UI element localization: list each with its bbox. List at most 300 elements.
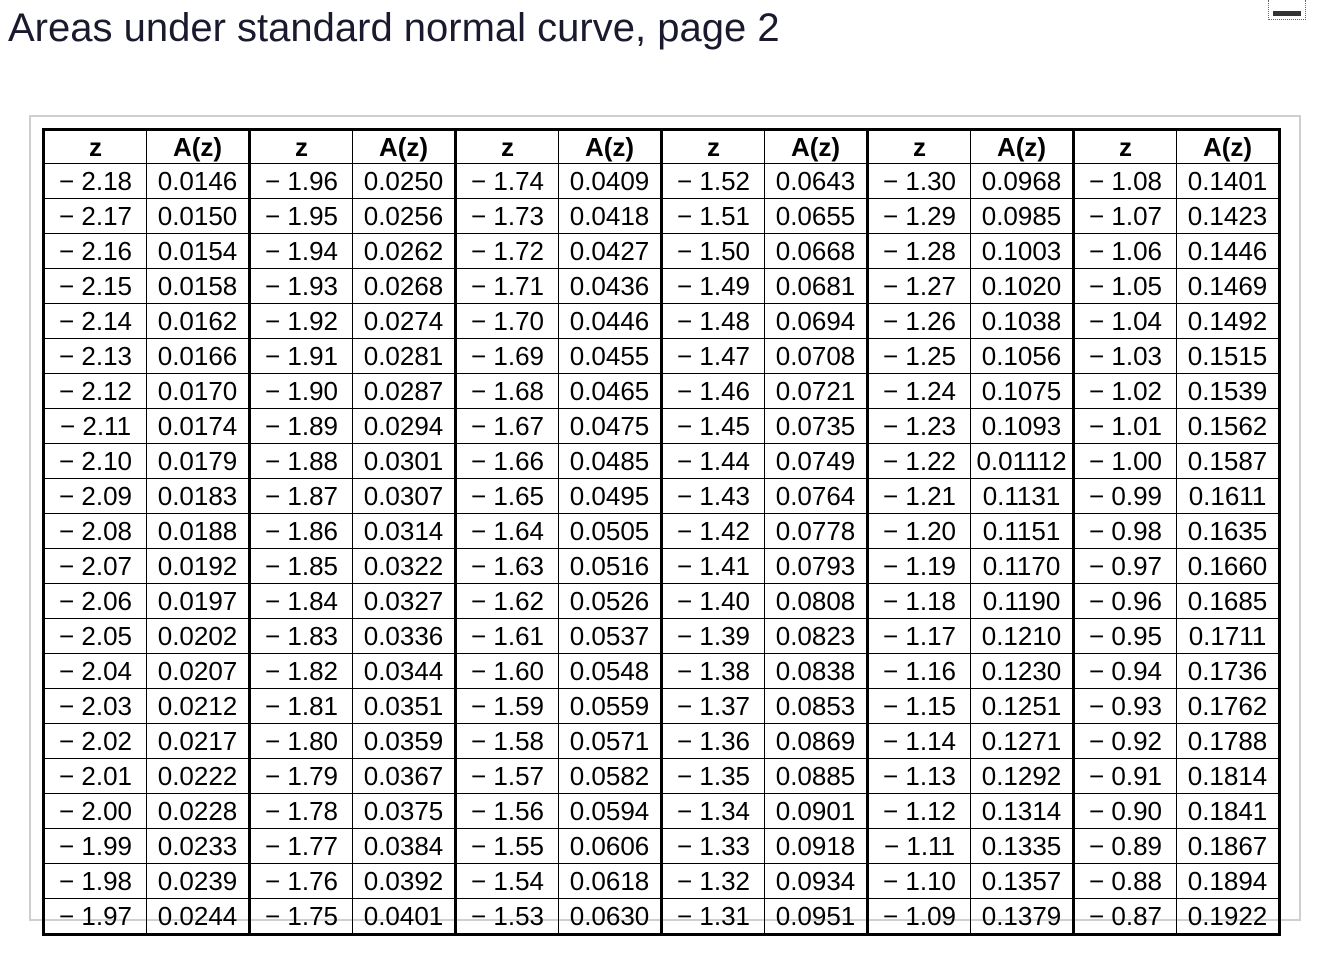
area-value-cell: 0.0537 bbox=[559, 619, 662, 654]
z-value-cell: − 1.53 bbox=[456, 899, 559, 935]
z-value-cell: − 1.41 bbox=[662, 549, 765, 584]
area-value-cell: 0.0901 bbox=[765, 794, 868, 829]
table-row bbox=[44, 549, 1280, 584]
area-value-cell: 0.1020 bbox=[971, 269, 1074, 304]
area-value-cell: 0.1170 bbox=[971, 549, 1074, 584]
table-row bbox=[44, 514, 1280, 549]
z-value-cell: − 1.52 bbox=[662, 164, 765, 199]
area-value-cell: 0.0559 bbox=[559, 689, 662, 724]
z-value-cell: − 1.28 bbox=[868, 234, 971, 269]
area-value-cell: 0.0222 bbox=[147, 759, 250, 794]
area-value-cell: 0.0778 bbox=[765, 514, 868, 549]
z-value-cell: − 1.76 bbox=[250, 864, 353, 899]
area-value-cell: 0.1922 bbox=[1177, 899, 1280, 935]
z-value-cell: − 2.02 bbox=[44, 724, 147, 759]
z-value-cell: − 0.92 bbox=[1074, 724, 1177, 759]
area-value-cell: 0.0951 bbox=[765, 899, 868, 935]
area-value-cell: 0.0475 bbox=[559, 409, 662, 444]
z-value-cell: − 1.75 bbox=[250, 899, 353, 935]
area-value-cell: 0.1335 bbox=[971, 829, 1074, 864]
z-value-cell: − 1.85 bbox=[250, 549, 353, 584]
expand-icon[interactable] bbox=[1268, 0, 1306, 20]
z-value-cell: − 1.71 bbox=[456, 269, 559, 304]
z-value-cell: − 2.07 bbox=[44, 549, 147, 584]
area-value-cell: 0.0351 bbox=[353, 689, 456, 724]
z-value-cell: − 1.07 bbox=[1074, 199, 1177, 234]
z-value-cell: − 0.91 bbox=[1074, 759, 1177, 794]
area-value-cell: 0.0409 bbox=[559, 164, 662, 199]
z-value-cell: − 1.29 bbox=[868, 199, 971, 234]
z-value-cell: − 0.93 bbox=[1074, 689, 1177, 724]
area-value-cell: 0.0630 bbox=[559, 899, 662, 935]
z-value-cell: − 0.89 bbox=[1074, 829, 1177, 864]
table-row bbox=[44, 409, 1280, 444]
z-value-cell: − 0.87 bbox=[1074, 899, 1177, 935]
area-value-cell: 0.1423 bbox=[1177, 199, 1280, 234]
table-row bbox=[44, 689, 1280, 724]
table-frame bbox=[29, 115, 1301, 931]
area-value-cell: 0.0749 bbox=[765, 444, 868, 479]
z-value-cell: − 1.36 bbox=[662, 724, 765, 759]
area-value-cell: 0.1056 bbox=[971, 339, 1074, 374]
z-value-cell: − 1.88 bbox=[250, 444, 353, 479]
z-value-cell: − 2.11 bbox=[44, 409, 147, 444]
z-value-cell: − 2.04 bbox=[44, 654, 147, 689]
z-value-cell: − 0.90 bbox=[1074, 794, 1177, 829]
area-value-cell: 0.1093 bbox=[971, 409, 1074, 444]
z-value-cell: − 1.57 bbox=[456, 759, 559, 794]
z-value-cell: − 1.84 bbox=[250, 584, 353, 619]
z-value-cell: − 1.37 bbox=[662, 689, 765, 724]
z-value-cell: − 1.30 bbox=[868, 164, 971, 199]
z-value-cell: − 1.54 bbox=[456, 864, 559, 899]
table-row bbox=[44, 269, 1280, 304]
z-value-cell: − 1.14 bbox=[868, 724, 971, 759]
area-value-cell: 0.0485 bbox=[559, 444, 662, 479]
area-value-cell: 0.1151 bbox=[971, 514, 1074, 549]
z-value-cell: − 2.12 bbox=[44, 374, 147, 409]
z-value-cell: − 2.06 bbox=[44, 584, 147, 619]
z-value-cell: − 1.74 bbox=[456, 164, 559, 199]
area-value-cell: 0.0721 bbox=[765, 374, 868, 409]
z-value-cell: − 2.10 bbox=[44, 444, 147, 479]
z-value-cell: − 0.88 bbox=[1074, 864, 1177, 899]
area-value-cell: 0.0838 bbox=[765, 654, 868, 689]
area-value-cell: 0.0322 bbox=[353, 549, 456, 584]
area-value-cell: 0.1539 bbox=[1177, 374, 1280, 409]
area-value-cell: 0.0869 bbox=[765, 724, 868, 759]
area-value-cell: 0.1711 bbox=[1177, 619, 1280, 654]
z-value-cell: − 2.09 bbox=[44, 479, 147, 514]
area-value-cell: 0.1736 bbox=[1177, 654, 1280, 689]
z-value-cell: − 2.17 bbox=[44, 199, 147, 234]
z-value-cell: − 2.05 bbox=[44, 619, 147, 654]
area-value-cell: 0.1867 bbox=[1177, 829, 1280, 864]
z-value-cell: − 1.47 bbox=[662, 339, 765, 374]
z-value-cell: − 0.98 bbox=[1074, 514, 1177, 549]
normal-curve-table bbox=[42, 128, 1281, 936]
z-value-cell: − 1.01 bbox=[1074, 409, 1177, 444]
area-value-cell: 0.0239 bbox=[147, 864, 250, 899]
z-value-cell: − 2.03 bbox=[44, 689, 147, 724]
area-value-cell: 0.1379 bbox=[971, 899, 1074, 935]
area-value-cell: 0.0183 bbox=[147, 479, 250, 514]
table-row bbox=[44, 654, 1280, 689]
z-value-cell: − 1.26 bbox=[868, 304, 971, 339]
area-value-cell: 0.0281 bbox=[353, 339, 456, 374]
table-row bbox=[44, 304, 1280, 339]
area-value-cell: 0.0392 bbox=[353, 864, 456, 899]
area-value-cell: 0.0446 bbox=[559, 304, 662, 339]
column-header-area: A(z) bbox=[559, 130, 662, 164]
z-value-cell: − 1.69 bbox=[456, 339, 559, 374]
z-value-cell: − 1.40 bbox=[662, 584, 765, 619]
area-value-cell: 0.1814 bbox=[1177, 759, 1280, 794]
area-value-cell: 0.1271 bbox=[971, 724, 1074, 759]
area-value-cell: 0.0668 bbox=[765, 234, 868, 269]
area-value-cell: 0.1038 bbox=[971, 304, 1074, 339]
area-value-cell: 0.0162 bbox=[147, 304, 250, 339]
table-header-row bbox=[44, 130, 1280, 164]
area-value-cell: 0.0401 bbox=[353, 899, 456, 935]
area-value-cell: 0.0594 bbox=[559, 794, 662, 829]
z-value-cell: − 1.09 bbox=[868, 899, 971, 935]
table-row bbox=[44, 619, 1280, 654]
area-value-cell: 0.0212 bbox=[147, 689, 250, 724]
area-value-cell: 0.0764 bbox=[765, 479, 868, 514]
z-value-cell: − 1.42 bbox=[662, 514, 765, 549]
area-value-cell: 0.0256 bbox=[353, 199, 456, 234]
column-header-area: A(z) bbox=[765, 130, 868, 164]
z-value-cell: − 1.64 bbox=[456, 514, 559, 549]
z-value-cell: − 0.95 bbox=[1074, 619, 1177, 654]
z-value-cell: − 1.91 bbox=[250, 339, 353, 374]
area-value-cell: 0.1587 bbox=[1177, 444, 1280, 479]
area-value-cell: 0.0274 bbox=[353, 304, 456, 339]
z-value-cell: − 1.38 bbox=[662, 654, 765, 689]
z-value-cell: − 1.49 bbox=[662, 269, 765, 304]
z-value-cell: − 1.13 bbox=[868, 759, 971, 794]
z-value-cell: − 1.72 bbox=[456, 234, 559, 269]
z-value-cell: − 1.97 bbox=[44, 899, 147, 935]
area-value-cell: 0.1314 bbox=[971, 794, 1074, 829]
column-header-area: A(z) bbox=[971, 130, 1074, 164]
z-value-cell: − 1.73 bbox=[456, 199, 559, 234]
z-value-cell: − 1.79 bbox=[250, 759, 353, 794]
z-value-cell: − 1.63 bbox=[456, 549, 559, 584]
z-value-cell: − 1.44 bbox=[662, 444, 765, 479]
area-value-cell: 0.0158 bbox=[147, 269, 250, 304]
area-value-cell: 0.0344 bbox=[353, 654, 456, 689]
area-value-cell: 0.0301 bbox=[353, 444, 456, 479]
z-value-cell: − 1.33 bbox=[662, 829, 765, 864]
z-value-cell: − 0.99 bbox=[1074, 479, 1177, 514]
area-value-cell: 0.1562 bbox=[1177, 409, 1280, 444]
z-value-cell: − 1.77 bbox=[250, 829, 353, 864]
z-value-cell: − 1.24 bbox=[868, 374, 971, 409]
z-value-cell: − 2.13 bbox=[44, 339, 147, 374]
area-value-cell: 0.0294 bbox=[353, 409, 456, 444]
z-value-cell: − 1.27 bbox=[868, 269, 971, 304]
area-value-cell: 0.0166 bbox=[147, 339, 250, 374]
z-value-cell: − 1.68 bbox=[456, 374, 559, 409]
area-value-cell: 0.0885 bbox=[765, 759, 868, 794]
area-value-cell: 0.0571 bbox=[559, 724, 662, 759]
z-value-cell: − 1.83 bbox=[250, 619, 353, 654]
z-value-cell: − 1.59 bbox=[456, 689, 559, 724]
z-value-cell: − 1.60 bbox=[456, 654, 559, 689]
z-value-cell: − 1.32 bbox=[662, 864, 765, 899]
z-value-cell: − 1.50 bbox=[662, 234, 765, 269]
area-value-cell: 0.0427 bbox=[559, 234, 662, 269]
area-value-cell: 0.1190 bbox=[971, 584, 1074, 619]
area-value-cell: 0.0808 bbox=[765, 584, 868, 619]
column-header-z: z bbox=[662, 130, 765, 164]
z-value-cell: − 0.97 bbox=[1074, 549, 1177, 584]
z-value-cell: − 1.80 bbox=[250, 724, 353, 759]
z-value-cell: − 1.10 bbox=[868, 864, 971, 899]
z-value-cell: − 1.06 bbox=[1074, 234, 1177, 269]
table-row bbox=[44, 864, 1280, 899]
z-value-cell: − 1.78 bbox=[250, 794, 353, 829]
area-value-cell: 0.0708 bbox=[765, 339, 868, 374]
area-value-cell: 0.0495 bbox=[559, 479, 662, 514]
area-value-cell: 0.0968 bbox=[971, 164, 1074, 199]
z-value-cell: − 1.81 bbox=[250, 689, 353, 724]
z-value-cell: − 1.94 bbox=[250, 234, 353, 269]
area-value-cell: 0.0192 bbox=[147, 549, 250, 584]
area-value-cell: 0.0418 bbox=[559, 199, 662, 234]
area-value-cell: 0.1292 bbox=[971, 759, 1074, 794]
area-value-cell: 0.0250 bbox=[353, 164, 456, 199]
area-value-cell: 0.0516 bbox=[559, 549, 662, 584]
area-value-cell: 0.0735 bbox=[765, 409, 868, 444]
z-value-cell: − 1.95 bbox=[250, 199, 353, 234]
area-value-cell: 0.0934 bbox=[765, 864, 868, 899]
table-row bbox=[44, 584, 1280, 619]
area-value-cell: 0.0174 bbox=[147, 409, 250, 444]
area-value-cell: 0.1635 bbox=[1177, 514, 1280, 549]
z-value-cell: − 1.55 bbox=[456, 829, 559, 864]
area-value-cell: 0.0228 bbox=[147, 794, 250, 829]
area-value-cell: 0.0287 bbox=[353, 374, 456, 409]
area-value-cell: 0.1230 bbox=[971, 654, 1074, 689]
z-value-cell: − 1.70 bbox=[456, 304, 559, 339]
area-value-cell: 0.0327 bbox=[353, 584, 456, 619]
table-body bbox=[44, 164, 1280, 935]
z-value-cell: − 1.11 bbox=[868, 829, 971, 864]
z-value-cell: − 1.23 bbox=[868, 409, 971, 444]
area-value-cell: 0.1685 bbox=[1177, 584, 1280, 619]
column-header-area: A(z) bbox=[1177, 130, 1280, 164]
area-value-cell: 0.0154 bbox=[147, 234, 250, 269]
z-value-cell: − 1.98 bbox=[44, 864, 147, 899]
z-value-cell: − 1.02 bbox=[1074, 374, 1177, 409]
z-value-cell: − 1.31 bbox=[662, 899, 765, 935]
table-row bbox=[44, 829, 1280, 864]
area-value-cell: 0.0375 bbox=[353, 794, 456, 829]
area-value-cell: 0.1003 bbox=[971, 234, 1074, 269]
area-value-cell: 0.0985 bbox=[971, 199, 1074, 234]
column-header-area: A(z) bbox=[147, 130, 250, 164]
area-value-cell: 0.0268 bbox=[353, 269, 456, 304]
z-value-cell: − 2.18 bbox=[44, 164, 147, 199]
column-header-z: z bbox=[456, 130, 559, 164]
z-value-cell: − 1.65 bbox=[456, 479, 559, 514]
z-value-cell: − 1.62 bbox=[456, 584, 559, 619]
area-value-cell: 0.0505 bbox=[559, 514, 662, 549]
area-value-cell: 0.0918 bbox=[765, 829, 868, 864]
area-value-cell: 0.1611 bbox=[1177, 479, 1280, 514]
area-value-cell: 0.0643 bbox=[765, 164, 868, 199]
z-value-cell: − 1.66 bbox=[456, 444, 559, 479]
z-value-cell: − 1.22 bbox=[868, 444, 971, 479]
area-value-cell: 0.0314 bbox=[353, 514, 456, 549]
z-value-cell: − 1.00 bbox=[1074, 444, 1177, 479]
z-value-cell: − 1.51 bbox=[662, 199, 765, 234]
area-value-cell: 0.1841 bbox=[1177, 794, 1280, 829]
z-value-cell: − 0.96 bbox=[1074, 584, 1177, 619]
z-value-cell: − 1.96 bbox=[250, 164, 353, 199]
area-value-cell: 0.1131 bbox=[971, 479, 1074, 514]
table-row bbox=[44, 759, 1280, 794]
z-value-cell: − 1.48 bbox=[662, 304, 765, 339]
table-row bbox=[44, 724, 1280, 759]
z-value-cell: − 1.39 bbox=[662, 619, 765, 654]
z-value-cell: − 0.94 bbox=[1074, 654, 1177, 689]
area-value-cell: 0.0262 bbox=[353, 234, 456, 269]
area-value-cell: 0.1492 bbox=[1177, 304, 1280, 339]
z-value-cell: − 1.15 bbox=[868, 689, 971, 724]
z-value-cell: − 2.01 bbox=[44, 759, 147, 794]
area-value-cell: 0.0618 bbox=[559, 864, 662, 899]
table-row bbox=[44, 164, 1280, 199]
area-value-cell: 0.0150 bbox=[147, 199, 250, 234]
z-value-cell: − 1.99 bbox=[44, 829, 147, 864]
area-value-cell: 0.0359 bbox=[353, 724, 456, 759]
z-value-cell: − 1.92 bbox=[250, 304, 353, 339]
z-value-cell: − 1.82 bbox=[250, 654, 353, 689]
z-value-cell: − 1.86 bbox=[250, 514, 353, 549]
area-value-cell: 0.0436 bbox=[559, 269, 662, 304]
area-value-cell: 0.0336 bbox=[353, 619, 456, 654]
table-row bbox=[44, 444, 1280, 479]
z-value-cell: − 1.21 bbox=[868, 479, 971, 514]
z-value-cell: − 1.12 bbox=[868, 794, 971, 829]
z-value-cell: − 1.34 bbox=[662, 794, 765, 829]
area-value-cell: 0.0217 bbox=[147, 724, 250, 759]
area-value-cell: 0.0823 bbox=[765, 619, 868, 654]
area-value-cell: 0.0606 bbox=[559, 829, 662, 864]
area-value-cell: 0.1788 bbox=[1177, 724, 1280, 759]
z-value-cell: − 2.08 bbox=[44, 514, 147, 549]
z-value-cell: − 1.43 bbox=[662, 479, 765, 514]
z-value-cell: − 1.61 bbox=[456, 619, 559, 654]
area-value-cell: 0.1660 bbox=[1177, 549, 1280, 584]
area-value-cell: 0.0582 bbox=[559, 759, 662, 794]
z-value-cell: − 1.20 bbox=[868, 514, 971, 549]
z-value-cell: − 1.87 bbox=[250, 479, 353, 514]
z-value-cell: − 2.14 bbox=[44, 304, 147, 339]
z-value-cell: − 1.35 bbox=[662, 759, 765, 794]
table-row bbox=[44, 899, 1280, 935]
column-header-z: z bbox=[1074, 130, 1177, 164]
area-value-cell: 0.1762 bbox=[1177, 689, 1280, 724]
area-value-cell: 0.0367 bbox=[353, 759, 456, 794]
table-row bbox=[44, 199, 1280, 234]
column-header-area: A(z) bbox=[353, 130, 456, 164]
area-value-cell: 0.0455 bbox=[559, 339, 662, 374]
area-value-cell: 0.0548 bbox=[559, 654, 662, 689]
z-value-cell: − 2.15 bbox=[44, 269, 147, 304]
z-value-cell: − 1.46 bbox=[662, 374, 765, 409]
area-value-cell: 0.1469 bbox=[1177, 269, 1280, 304]
column-header-z: z bbox=[868, 130, 971, 164]
area-value-cell: 0.1251 bbox=[971, 689, 1074, 724]
z-value-cell: − 1.56 bbox=[456, 794, 559, 829]
area-value-cell: 0.0188 bbox=[147, 514, 250, 549]
z-value-cell: − 1.04 bbox=[1074, 304, 1177, 339]
column-header-z: z bbox=[250, 130, 353, 164]
area-value-cell: 0.0170 bbox=[147, 374, 250, 409]
z-value-cell: − 1.17 bbox=[868, 619, 971, 654]
area-value-cell: 0.1075 bbox=[971, 374, 1074, 409]
area-value-cell: 0.1446 bbox=[1177, 234, 1280, 269]
area-value-cell: 0.0694 bbox=[765, 304, 868, 339]
z-value-cell: − 1.16 bbox=[868, 654, 971, 689]
z-value-cell: − 1.90 bbox=[250, 374, 353, 409]
z-value-cell: − 1.18 bbox=[868, 584, 971, 619]
area-value-cell: 0.0146 bbox=[147, 164, 250, 199]
area-value-cell: 0.0197 bbox=[147, 584, 250, 619]
area-value-cell: 0.0681 bbox=[765, 269, 868, 304]
z-value-cell: − 1.89 bbox=[250, 409, 353, 444]
area-value-cell: 0.1357 bbox=[971, 864, 1074, 899]
area-value-cell: 0.0179 bbox=[147, 444, 250, 479]
area-value-cell: 0.0384 bbox=[353, 829, 456, 864]
area-value-cell: 0.0244 bbox=[147, 899, 250, 935]
area-value-cell: 0.1401 bbox=[1177, 164, 1280, 199]
area-value-cell: 0.0655 bbox=[765, 199, 868, 234]
area-value-cell: 0.0526 bbox=[559, 584, 662, 619]
z-value-cell: − 1.67 bbox=[456, 409, 559, 444]
z-value-cell: − 1.19 bbox=[868, 549, 971, 584]
z-value-cell: − 1.93 bbox=[250, 269, 353, 304]
table-row bbox=[44, 234, 1280, 269]
z-value-cell: − 1.25 bbox=[868, 339, 971, 374]
area-value-cell: 0.1515 bbox=[1177, 339, 1280, 374]
area-value-cell: 0.0207 bbox=[147, 654, 250, 689]
z-value-cell: − 1.08 bbox=[1074, 164, 1177, 199]
page-title: Areas under standard normal curve, page 2 bbox=[8, 6, 780, 50]
z-value-cell: − 1.03 bbox=[1074, 339, 1177, 374]
table-row bbox=[44, 479, 1280, 514]
table-row bbox=[44, 339, 1280, 374]
area-value-cell: 0.1210 bbox=[971, 619, 1074, 654]
area-value-cell: 0.0307 bbox=[353, 479, 456, 514]
area-value-cell: 0.0793 bbox=[765, 549, 868, 584]
z-value-cell: − 2.00 bbox=[44, 794, 147, 829]
z-value-cell: − 1.05 bbox=[1074, 269, 1177, 304]
area-value-cell: 0.0233 bbox=[147, 829, 250, 864]
area-value-cell: 0.0465 bbox=[559, 374, 662, 409]
z-value-cell: − 1.45 bbox=[662, 409, 765, 444]
area-value-cell: 0.1894 bbox=[1177, 864, 1280, 899]
area-value-cell: 0.01112 bbox=[971, 444, 1074, 479]
z-value-cell: − 2.16 bbox=[44, 234, 147, 269]
area-value-cell: 0.0853 bbox=[765, 689, 868, 724]
column-header-z: z bbox=[44, 130, 147, 164]
